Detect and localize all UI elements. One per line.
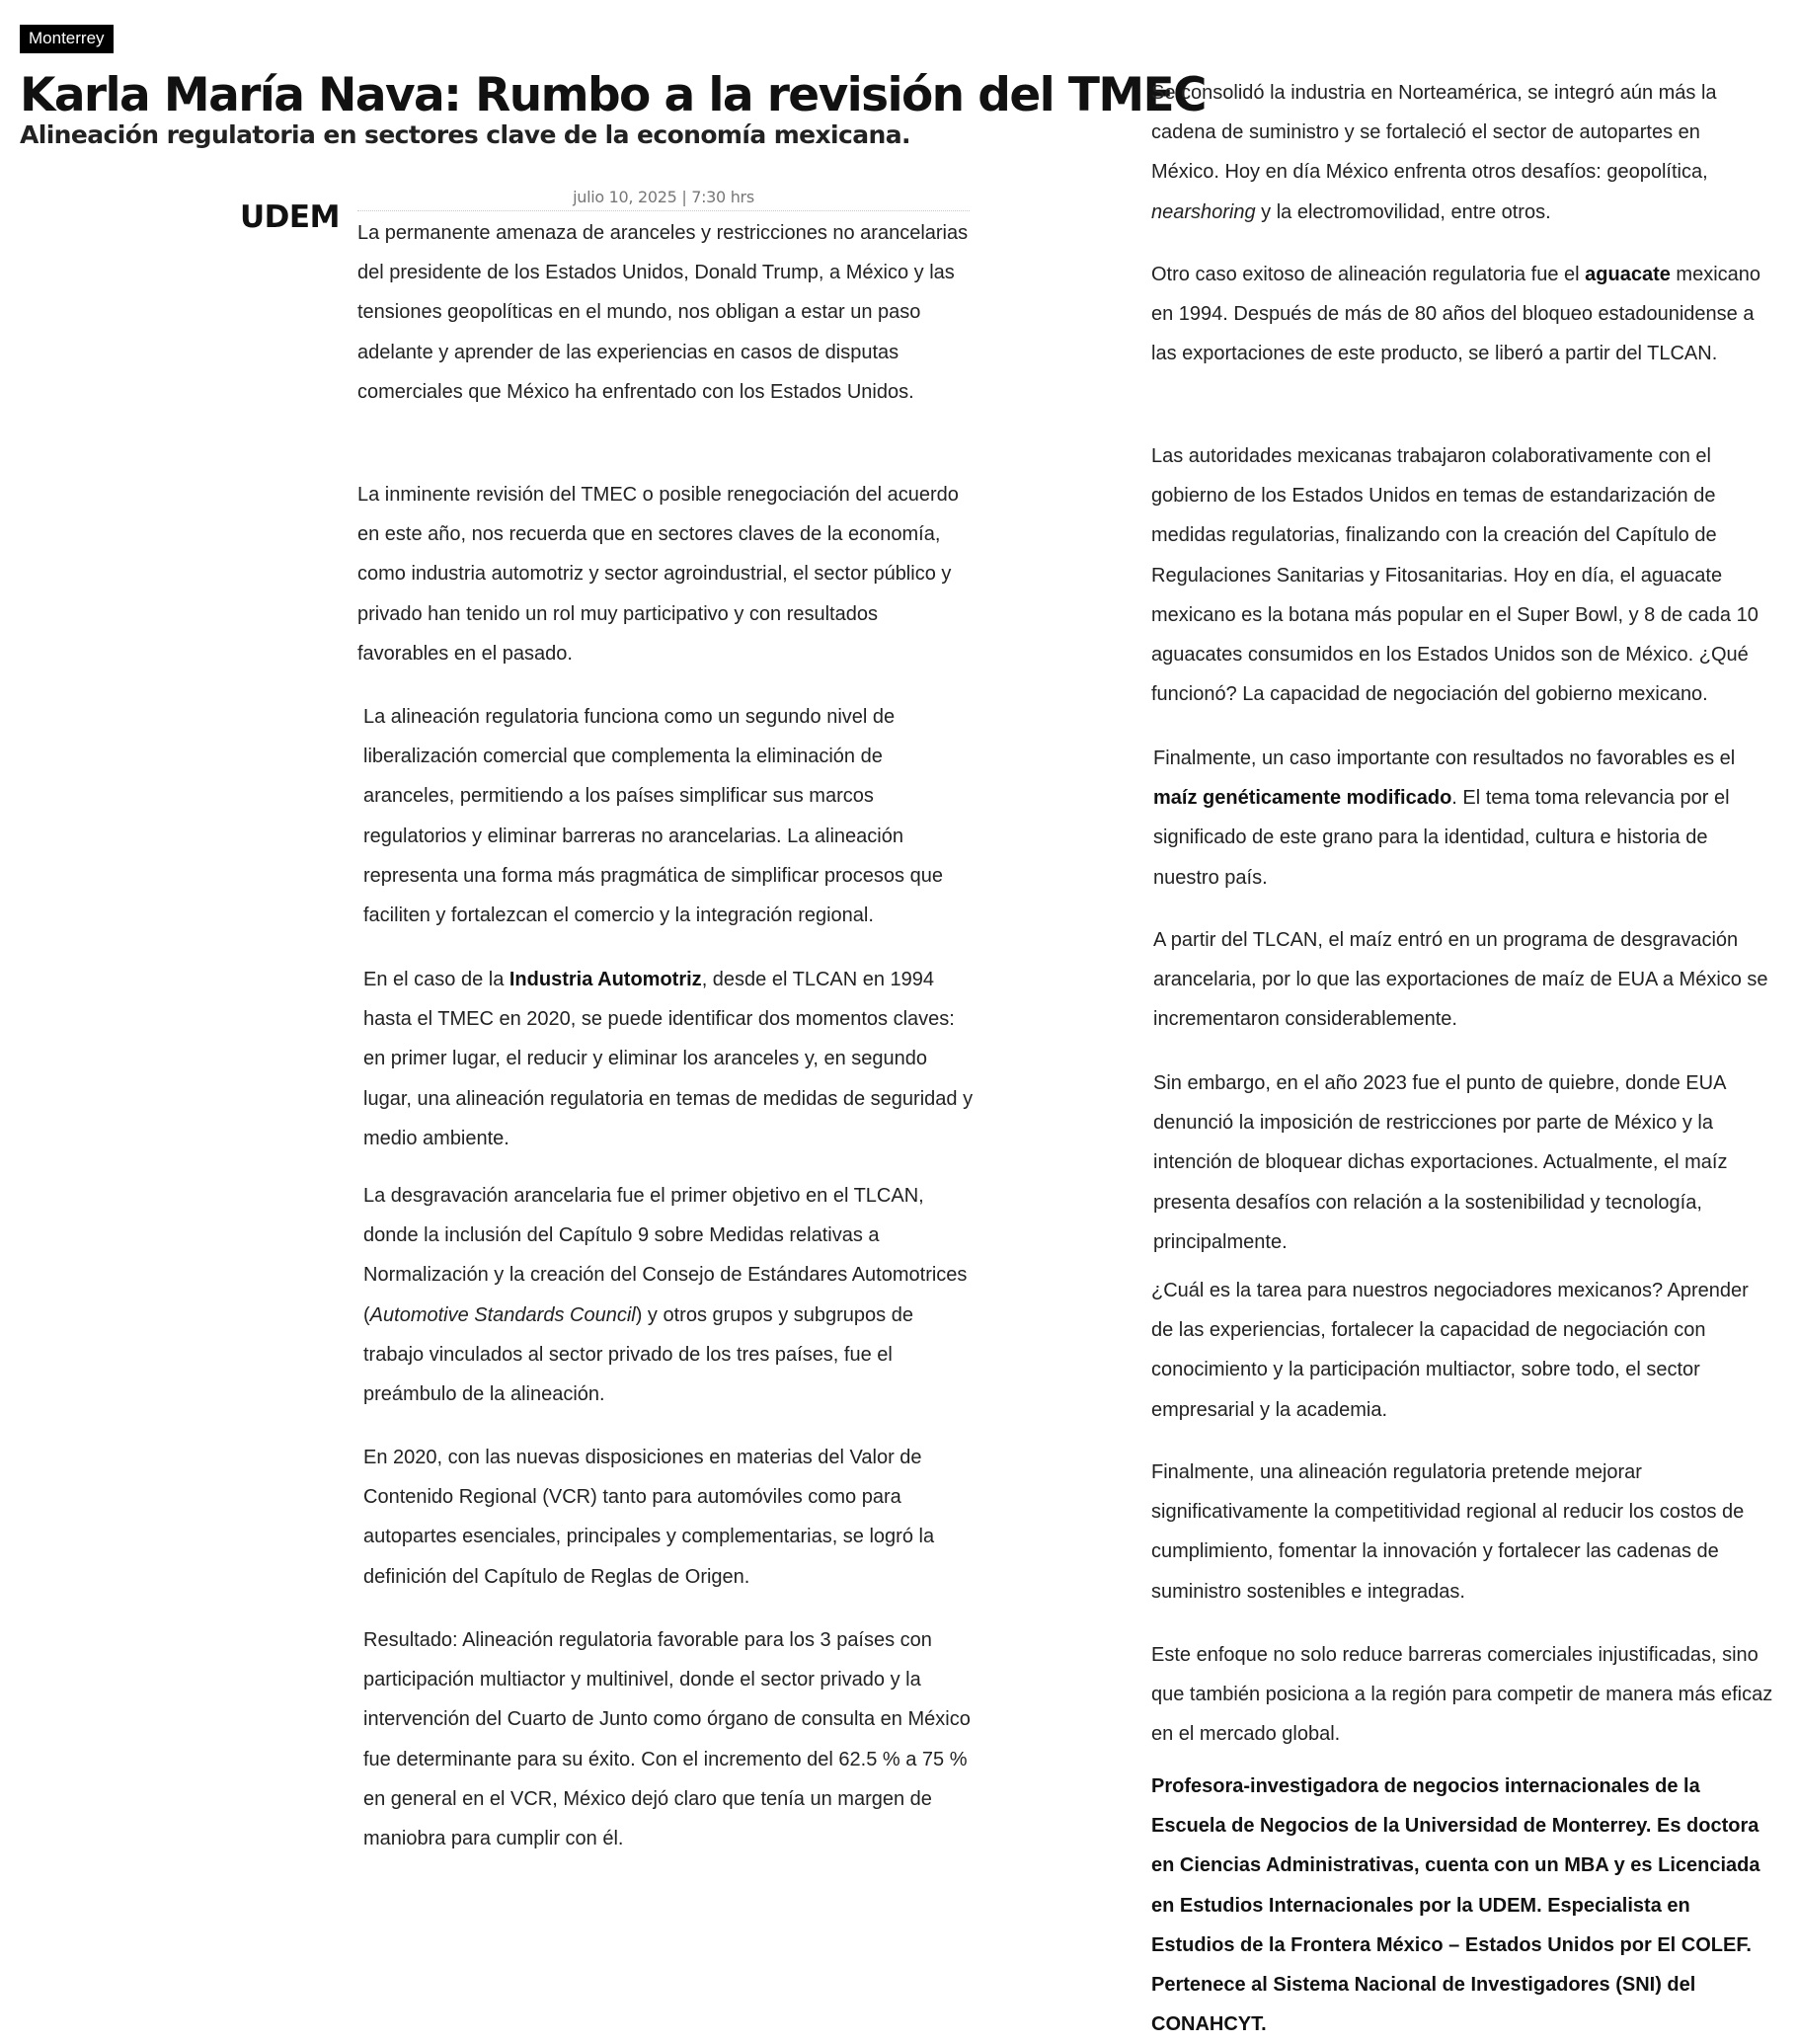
paragraph-text: Finalmente, una alineación regulatoria pretende mejorar significativamente la competitividad regional al reducir los costos de cumplimiento, fomentar la innovación y fortalecer las cadenas de suministro sostenibles e integradas. bbox=[1151, 1461, 1745, 1603]
body-paragraph-11 bbox=[1153, 739, 1775, 898]
paragraph-text: La alineación regulatoria funciona como un segundo nivel de liberalización comercial que complementa la eliminación de aranceles, permitiendo a los países simplificar sus marcos regulatorios y eliminar barreras no arancelarias. La alineación representa una forma más pragmática de simplificar procesos que faciliten y fortalezcan el comercio y la integración regional. bbox=[363, 706, 943, 927]
body-paragraph-8 bbox=[1151, 73, 1773, 232]
body-paragraph-13 bbox=[1153, 1063, 1775, 1262]
body-paragraph-14 bbox=[1151, 1271, 1773, 1430]
bold-term: Industria Automotriz bbox=[508, 969, 702, 990]
publish-time: 7:30 hrs bbox=[691, 188, 754, 206]
paragraph-text: Resultado: Alineación regulatoria favorable para los 3 países con participación multiactor y multinivel, donde el sector privado y la intervención del Cuarto de Junto como órgano de consulta en México fue determinante para su éxito. Con el incremento del 62.5 % a 75 % en general en el VCR, México dejó claro que tenía un margen de maniobra para cumplir con él. bbox=[363, 1629, 971, 1850]
paragraph-text: La inminente revisión del TMEC o posible renegociación del acuerdo en este año, nos recuerda que en sectores claves de la economía, como industria automotriz y sector agroindustrial, el sector público y privado han tenido un rol muy participativo y con resultados favorables en el pasado. bbox=[357, 484, 959, 665]
article-title: Karla María Nava: Rumbo a la revisión del TMEC bbox=[20, 68, 1206, 122]
body-paragraph-15 bbox=[1151, 1453, 1773, 1612]
body-paragraph-10 bbox=[1151, 436, 1773, 714]
author-bio-text: Profesora-investigadora de negocios internacionales de la Escuela de Negocios de la Universidad de Monterrey. Es doctora en Ciencias Administrativas, cuenta con un MBA y es Licenciada en Estudios Internacionales por la UDEM. Especialista en Estudios de la Frontera México – Estados Unidos por El COLEF. Pertenece al Sistema Nacional de Investigadores (SNI) del CONAHCYT. bbox=[1151, 1775, 1760, 2036]
udem-logo: UDEM bbox=[240, 199, 340, 235]
body-paragraph-9 bbox=[1151, 255, 1773, 374]
paragraph-text: En 2020, con las nuevas disposiciones en materias del Valor de Contenido Regional (VCR) tanto para automóviles como para autopartes esenciales, principales y complementarias, se logró la definición del Capítulo de Reglas de Origen. bbox=[363, 1447, 935, 1588]
paragraph-text: ¿Cuál es la tarea para nuestros negociadores mexicanos? Aprender de las experiencias, fortalecer la capacidad de negociación con conocimiento y la participación multiactor, sobre todo, el sector empresarial y la academia. bbox=[1151, 1280, 1749, 1421]
paragraph-text: Se consolidó la industria en Norteamérica, se integró aún más la cadena de suministro y se fortaleció el sector de autopartes en México. Hoy en día México enfrenta otros desafíos: geopolítica, nearshoring y la electromovilidad, entre otros. bbox=[1151, 82, 1717, 223]
body-paragraph-2 bbox=[357, 475, 970, 673]
paragraph-text: Las autoridades mexicanas trabajaron colaborativamente con el gobierno de los Estados Unidos en temas de estandarización de medidas regulatorias, finalizando con la creación del Capítulo de Regulaciones Sanitarias y Fitosanitarias. Hoy en día, el aguacate mexicano es la botana más popular en el Super Bowl, y 8 de cada 10 aguacates consumidos en los Estados Unidos son de México. ¿Qué funcionó? La capacidad de negociación del gobierno mexicano. bbox=[1151, 445, 1759, 706]
article-subtitle: Alineación regulatoria en sectores clave de la economía mexicana. bbox=[20, 120, 910, 149]
body-paragraph-1 bbox=[357, 213, 970, 412]
bold-term: aguacate bbox=[1585, 264, 1671, 285]
dateline-separator: | bbox=[681, 188, 687, 206]
italic-term: Automotive Standards Council bbox=[369, 1303, 636, 1326]
body-paragraph-16 bbox=[1151, 1635, 1773, 1755]
city-tag[interactable]: Monterrey bbox=[20, 25, 114, 53]
paragraph-text: La desgravación arancelaria fue el primer objetivo en el TLCAN, donde la inclusión del Capítulo 9 sobre Medidas relativas a Normalización y la creación del Consejo de Estándares Automotrices (Automotive Standards Council) y otros grupos y subgrupos de trabajo vinculados al sector privado de los tres países, fue el preámbulo de la alineación. bbox=[363, 1185, 968, 1406]
article-dateline bbox=[357, 185, 970, 211]
body-paragraph-7 bbox=[363, 1620, 976, 1858]
body-paragraph-3 bbox=[363, 697, 976, 935]
italic-term: nearshoring bbox=[1151, 200, 1256, 223]
paragraph-text: Sin embargo, en el año 2023 fue el punto de quiebre, donde EUA denunció la imposición de restricciones por parte de México y la intención de bloquear dichas exportaciones. Actualmente, el maíz presenta desafíos con relación a la sostenibilidad y tecnología, principalmente. bbox=[1153, 1072, 1728, 1253]
paragraph-text: En el caso de la Industria Automotriz, desde el TLCAN en 1994 hasta el TMEC en 2020, se puede identificar dos momentos claves: en primer lugar, el reducir y eliminar los aranceles y, en segundo lugar, una alineación regulatoria en temas de medidas de seguridad y medio ambiente. bbox=[363, 969, 974, 1149]
paragraph-text: Este enfoque no solo reduce barreras comerciales injustificadas, sino que también posiciona a la región para competir de manera más eficaz en el mercado global. bbox=[1151, 1644, 1773, 1746]
body-paragraph-6 bbox=[363, 1438, 976, 1597]
body-paragraph-4 bbox=[363, 960, 976, 1158]
bold-term: maíz genéticamente modificado bbox=[1153, 787, 1452, 810]
paragraph-text: A partir del TLCAN, el maíz entró en un programa de desgravación arancelaria, por lo que las exportaciones de maíz de EUA a México se incrementaron considerablemente. bbox=[1153, 929, 1768, 1031]
publish-date: julio 10, 2025 bbox=[573, 188, 677, 206]
body-paragraph-12 bbox=[1153, 920, 1775, 1040]
paragraph-text: Otro caso exitoso de alineación regulatoria fue el aguacate mexicano en 1994. Después de más de 80 años del bloqueo estadounidense a las exportaciones de este producto, se liberó a partir del TLCAN. bbox=[1151, 264, 1761, 365]
paragraph-text: La permanente amenaza de aranceles y restricciones no arancelarias del presidente de los Estados Unidos, Donald Trump, a México y las tensiones geopolíticas en el mundo, nos obligan a estar un paso adelante y aprender de las experiencias en casos de disputas comerciales que México ha enfrentado con los Estados Unidos. bbox=[357, 222, 969, 403]
author-bio bbox=[1151, 1767, 1773, 2044]
paragraph-text: Finalmente, un caso importante con resultados no favorables es el maíz genéticamente modificado. El tema toma relevancia por el significado de este grano para la identidad, cultura e historia de nuestro país. bbox=[1153, 747, 1736, 889]
body-paragraph-5 bbox=[363, 1176, 976, 1414]
